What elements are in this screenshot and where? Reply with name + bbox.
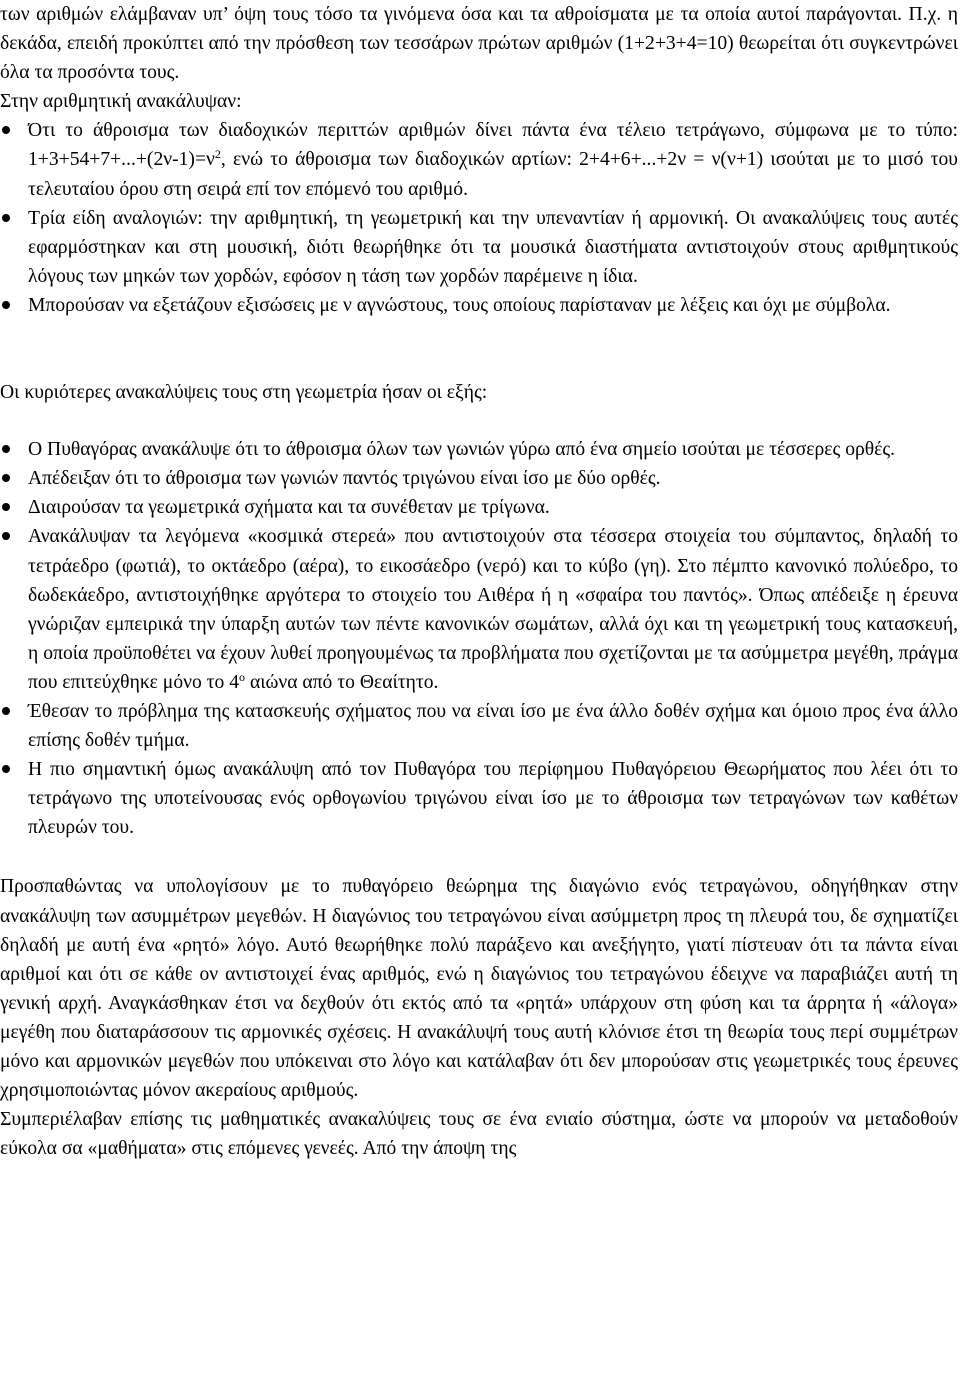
bullet-icon <box>2 707 10 715</box>
bullet-icon <box>2 214 10 222</box>
list-item <box>0 464 958 493</box>
incommensurable-paragraph: Προσπαθώντας να υπολογίσουν με το πυθαγόρειο θεώρημα της διαγώνιο ενός τετραγώνου, οδηγήθηκαν στην ανακάλυψη των ασυμμέτρων μεγεθών. Η διαγώνιος του τετραγώνου είναι ασύμμετρη προς τη πλευρά του, δε σχηματίζει δηλαδή με αυτή ένα «ρητό» λόγο. Αυτό θεωρήθηκε πολύ παράξενο και ανεξήγητο, γιατί πίστευαν ότι τα πάντα είναι αριθμοί και ότι σε κάθε ον αντιστοιχεί ένας αριθμός, ενώ η διαγώνιος του τετραγώνου έδειχνε να παραβιάζει αυτή τη γενική αρχή. Αναγκάσθηκαν έτσι να δεχθούν ότι εκτός από τα «ρητά» υπάρχουν στη φύση και τα άρρητα ή «άλογα» μεγέθη που διαταράσσουν τις αρμονικές σχέσεις. Η ανακάλυψή τους αυτή κλόνισε έτσι τη θεωρία τους περί συμμέτρων μόνο και αρμονικών μεγεθών που υπόκειναι στο λόγο και κατάλαβαν ότι δεν μπορούσαν στις γεωμετρικές τους έρευνες χρησιμοποιώντας μόνον ακεραίους αριθμούς. <box>0 876 958 1102</box>
geometry-list <box>0 435 958 842</box>
item-text: Μπορούσαν να εξετάζουν εξισώσεις με ν αγνώστους, τους οποίους παρίσταναν με λέξεις και όχι με σύμβολα. <box>28 294 891 316</box>
arithmetic-heading: Στην αριθμητική ανακάλυψαν: <box>0 91 242 113</box>
item-text-cont: αιώνα από το Θεαίτητο. <box>245 671 439 693</box>
list-item <box>0 435 958 464</box>
spacer <box>0 320 958 378</box>
list-item <box>0 116 958 203</box>
item-text-cont: , ενώ το άθροισμα των διαδοχικών αρτίων: 2+4+6+...+2ν = ν(ν+1) ισούται με το μισό του τελευταίου όρου στη σειρά επί τον επόμενό του αριθμό. <box>28 149 958 200</box>
superscript: 2 <box>214 147 221 162</box>
superscript: ο <box>239 669 246 684</box>
intro-paragraph: των αριθμών ελάμβαναν υπ’ όψη τους τόσο τα γινόμενα όσα και τα αθροίσματα με τα οποία αυτοί παράγονται. Π.χ. η δεκάδα, επειδή προκύπτει από την πρόσθεση των τεσσάρων πρώτων αριθμών (1+2+3+4=10) θεωρείται ότι συγκεντρώνει όλα τα προσόντα τους. <box>0 4 958 84</box>
item-text: Διαιρούσαν τα γεωμετρικά σχήματα και τα συνέθεταν με τρίγωνα. <box>28 497 550 519</box>
item-text: Έθεσαν το πρόβλημα της κατασκευής σχήματος που να είναι ίσο με ένα άλλο δοθέν σχήμα και όμοιο προς ένα άλλο επίσης δοθέν τμήμα. <box>28 700 958 752</box>
bullet-icon <box>2 445 10 453</box>
bullet-icon <box>2 532 10 540</box>
list-item <box>0 493 958 522</box>
closing-paragraph: Συμπεριέλαβαν επίσης τις μαθηματικές ανακαλύψεις τους σε ένα ενιαίο σύστημα, ώστε να μπορούν να μεταδοθούν εύκολα σα «μαθήματα» στις επόμενες γενεές. Από την άποψη της <box>0 1109 958 1160</box>
list-item <box>0 755 958 842</box>
bullet-icon <box>2 126 10 134</box>
item-text: Ανακάλυψαν τα λεγόμενα «κοσμικά στερεά» που αντιστοιχούν στα τέσσερα στοιχεία του σύμπαντος, δηλαδή το τετράεδρο (φωτιά), το οκτάεδρο (αέρα), το εικοσάεδρο (νερό) και το κύβο (γη). Στο πέμπτο κανονικό πολύεδρο, το δωδεκάεδρο, αντιστοιχήθηκε αργότερα το στοιχείο του Αιθέρα ή η «σφαίρα του παντός». Όπως απέδειξε η έρευνα γνώριζαν εμπειρικά την ύπαρξη αυτών των πέντε κανονικών σωμάτων, αλλά όχι και τη γεωμετρική τους κατασκευή, η οποία προϋποθέτει να έχουν λυθεί προηγουμένως τα προβλήματα που σχετίζονται με τα ασύμμετρα μεγέθη, πράγμα που επιτεύχθηκε μόνο το 4 <box>28 526 958 693</box>
item-text: Ότι το άθροισμα των διαδοχικών περιττών αριθμών δίνει πάντα ένα τέλειο τετράγωνο, σύμφωνα με το τύπο: 1+3+54+7+...+(2ν-1)=ν <box>28 120 958 171</box>
list-item <box>0 291 958 320</box>
item-text: Απέδειξαν ότι το άθροισμα των γωνιών παντός τριγώνου είναι ίσο με δύο ορθές. <box>28 468 661 490</box>
spacer <box>0 407 958 435</box>
item-text: Τρία είδη αναλογιών: την αριθμητική, τη γεωμετρική και την υπεναντίαν ή αρμονική. Οι ανακαλύψεις τους αυτές εφαρμόστηκαν και στη μουσική, διότι θεωρήθηκε ότι τα μουσικά διαστήματα αντιστοιχούν στους αριθμητικούς λόγους των μηκών των χορδών, εφόσον η τάση των χορδών παρέμεινε η ίδια. <box>28 207 958 287</box>
list-item <box>0 204 958 291</box>
bullet-icon <box>2 474 10 482</box>
list-item <box>0 697 958 755</box>
arithmetic-list <box>0 116 958 320</box>
geometry-heading: Οι κυριότερες ανακαλύψεις τους στη γεωμετρία ήσαν οι εξής: <box>0 382 488 404</box>
item-text: Ο Πυθαγόρας ανακάλυψε ότι το άθροισμα όλων των γωνιών γύρω από ένα σημείο ισούται με τέσσερες ορθές. <box>28 439 896 461</box>
bullet-icon <box>2 503 10 511</box>
bullet-icon <box>2 765 10 773</box>
spacer <box>0 842 958 872</box>
item-text: Η πιο σημαντική όμως ανακάλυψη από τον Πυθαγόρα του περίφημου Πυθαγόρειου Θεωρήματος που λέει ότι το τετράγωνο της υποτείνουσας ενός ορθογωνίου τριγώνου είναι ίσο με το άθροισμα των τετραγώνων των καθέτων πλευρών του. <box>28 759 958 839</box>
bullet-icon <box>2 301 10 309</box>
list-item <box>0 522 958 697</box>
